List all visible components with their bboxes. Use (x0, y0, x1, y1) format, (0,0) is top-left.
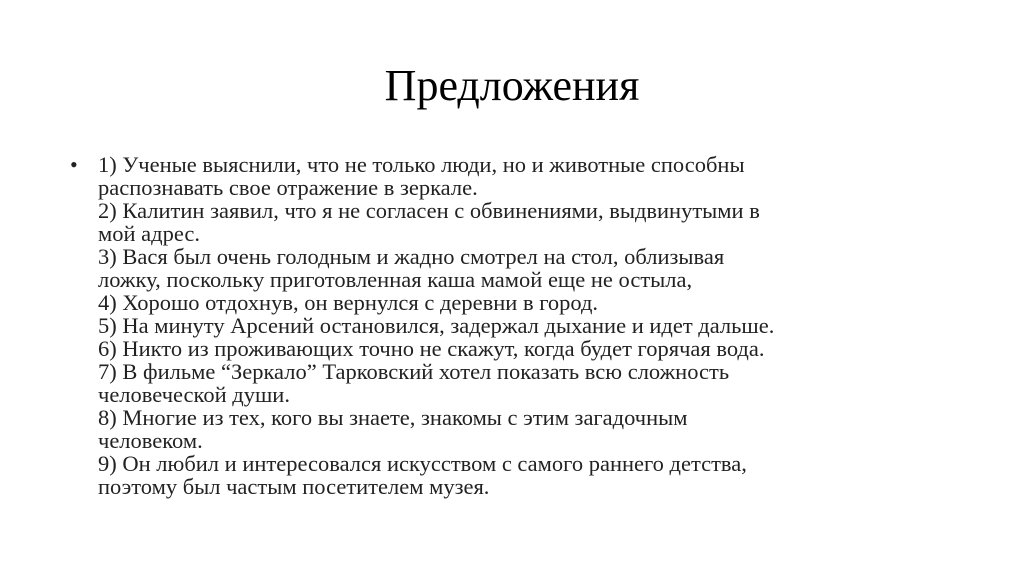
bullet-icon: • (70, 152, 78, 177)
slide-title: Предложения (384, 61, 640, 110)
slide-content (70, 153, 950, 498)
sentence-list (98, 153, 774, 498)
text-line: 1) Ученые выяснили, что не только люди, но и животные способны (98, 152, 745, 177)
text-line: 7) В фильме “Зеркало” Тарковский хотел показать всю сложность (98, 359, 730, 384)
text-line: 8) Многие из тех, кого вы знаете, знакомы с этим загадочным (98, 405, 688, 430)
text-line: 3) Вася был очень голодным и жадно смотрел на стол, облизывая (98, 244, 725, 269)
text-line: ложку, поскольку приготовленная каша мамой еще не остыла, (98, 267, 693, 292)
text-line: человеческой души. (98, 382, 290, 407)
text-line: распознавать свое отражение в зеркале. (98, 175, 478, 200)
text-line: 6) Никто из проживающих точно не скажут, когда будет горячая вода. (98, 336, 765, 361)
bullet-item (70, 153, 950, 498)
text-line: 5) На минуту Арсений остановился, задержал дыхание и идет дальше. (98, 313, 775, 338)
text-line: мой адрес. (98, 221, 200, 246)
text-line: 4) Хорошо отдохнув, он вернулся с деревни в город. (98, 290, 599, 315)
text-line: 9) Он любил и интересовался искусством с самого раннего детства, (98, 451, 747, 476)
text-line: 2) Калитин заявил, что я не согласен с обвинениями, выдвинутыми в (98, 198, 760, 223)
text-line: человеком. (98, 428, 203, 453)
text-line: поэтому был частым посетителем музея. (98, 474, 490, 499)
